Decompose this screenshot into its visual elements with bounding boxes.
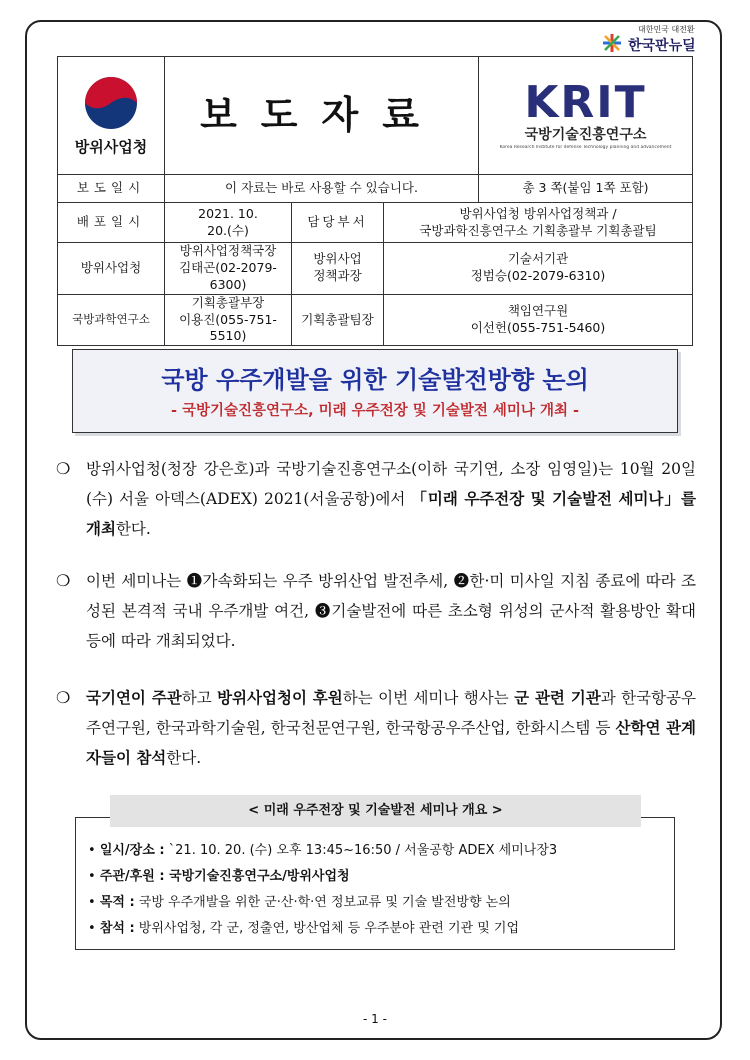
contact-3-title: 기획총괄부장 [191,294,265,310]
page-number: - 1 - [363,1012,387,1026]
krit-name: 국방기술진흥연구소 [524,127,647,144]
contact-2-role-line-2: 정책과장 [313,268,362,284]
summary-item-label: 일시/장소 : [99,843,165,858]
dapa-logo-cell [58,57,165,175]
org-add: 국방과학연구소 [58,294,165,346]
contact-2-role-line-1: 방위사업 [313,251,362,267]
summary-list [88,838,668,942]
press-header-table [57,56,693,346]
p3-text-d: 하는 이번 세미나 행사는 [342,689,515,707]
krit-logo-mark: KRIT [524,77,647,129]
summary-item: • 일시/장소 : `21. 10. 20. (수) 오후 13:45~16:50 / 서울공항 ADEX 세미나장3 [88,843,558,858]
p1-text-a: 방위사업청(청장 강은호)과 국방기술진흥연구소(이하 국기연, 소장 임영일)는 10월 20일(수) 서울 아덱스(ADEX) 2021(서울공항)에서 [86,460,696,508]
headline-title: 국방 우주개발을 위한 기술발전방향 논의 [161,366,589,394]
p3-text-c: 방위사업청이 후원 [217,689,343,707]
bullet-icon: ❍ [56,571,71,590]
summary-item-label: 목적 : [99,895,135,910]
paragraph-1-body [86,454,696,544]
summary-item: • 참석 : 방위사업청, 각 군, 정출연, 방산업체 등 우주분야 관련 기관 및 기업 [88,921,520,936]
contact-4 [384,294,693,346]
dept-line-2: 국방과학진흥연구소 기획총괄부 기획총괄팀 [419,222,657,238]
new-deal-name: 한국판뉴딜 [628,38,696,54]
contact-3 [165,294,292,346]
headline-subtitle: - 국방기술진흥연구소, 미래 우주전장 및 기술발전 세미나 개최 - [170,403,580,419]
contact-1-name: 김태곤(02-2079-6300) [179,259,277,292]
p3-text-a: 국기연이 주관 [86,689,182,707]
summary-item-value: 방위사업청, 각 군, 정출연, 방산업체 등 우주분야 관련 기관 및 기업 [134,921,520,936]
contact-4-role: 기획총괄팀장 [292,294,384,346]
contact-3-name: 이용진(055-751-5510) [179,311,277,344]
report-date-label: 보도일시 [58,175,165,203]
new-deal-tagline: 대한민국 대전환 [638,25,695,34]
korean-new-deal-logo [600,26,720,54]
contact-2 [384,243,693,295]
contact-2-role [292,243,384,295]
dept-label: 담당부서 [292,203,384,243]
bullet-icon: ❍ [56,688,71,707]
paragraph-2-body: 이번 세미나는 ❶가속화되는 우주 방위산업 발전추세, ❷한·미 미사일 지침 종료에 따라 조성된 본격적 국내 우주개발 여건, ❸기술발전에 따른 초소형 위성의 군사적 활용방안 확대 등에 따라 개최되었다. [86,572,696,650]
paragraph-1 [56,454,696,546]
dist-date-line-1: 2021. 10. [198,205,258,221]
org-dapa: 방위사업청 [58,243,165,295]
p3-text-h: 한다. [166,749,202,767]
dist-date-line-2: 20.(수) [207,222,249,238]
headline-box [72,349,678,433]
summary-item-value: `21. 10. 20. (수) 오후 13:45~16:50 / 서울공항 ADEX 세미나장3 [164,843,558,858]
dapa-emblem-icon [81,73,141,133]
dist-date-value [165,203,292,243]
summary-item: • 목적 : 국방 우주개발을 위한 군·산·학·연 정보교류 및 기술 발전방향 논의 [88,895,511,910]
summary-item: • 주관/후원 : 국방기술진흥연구소/방위사업청 [88,869,350,884]
dapa-logo-text: 방위사업청 [74,138,148,157]
contact-1-title: 방위사업정책국장 [179,243,277,258]
bullet-icon: ❍ [56,459,71,478]
krit-logo-cell [479,57,693,175]
p3-text-f: 과 한국항공우주연구원, 한국과학기술원, 한국천문연구원, 한국항공우주산업, 한화시스템 등 [86,689,696,737]
contact-2-title: 기술서기관 [507,251,569,267]
dist-date-label: 배포일시 [58,203,165,243]
dept-line-1: 방위사업청 방위사업정책과 / [459,205,617,221]
contact-4-title: 책임연구원 [507,303,569,319]
krit-subtitle: Korea Research Institute for defense Technology planning and advancement [499,144,672,150]
p1-text-b: 「미래 우주전장 및 기술발전 세미나」를 개최 [86,490,696,538]
contact-2-name: 정범승(02-2079-6310) [470,268,606,284]
press-release-title: 보도자료 [165,57,479,175]
paragraph-3 [56,683,696,775]
summary-item-value: 국방 우주개발을 위한 군·산·학·연 정보교류 및 기술 발전방향 논의 [134,895,511,910]
contact-4-name: 이선헌(055-751-5460) [470,319,606,335]
page-count: 총 3 쪽(붙임 1쪽 포함) [479,175,693,203]
dept-value [384,203,693,243]
new-deal-mark-icon [600,32,624,54]
summary-item-label: 참석 : [99,921,135,936]
paragraph-2 [56,566,696,658]
p3-text-e: 군 관련 기관 [514,689,601,707]
p3-text-g: 산학연 관계자들이 참석 [86,719,696,767]
p3-text-b: 하고 [181,689,218,707]
p1-text-c: 한다. [115,520,151,538]
summary-item-label: 주관/후원 : 국방기술진흥연구소/방위사업청 [99,869,350,884]
report-date-value: 이 자료는 바로 사용할 수 있습니다. [165,175,479,203]
paragraph-3-body [86,683,696,773]
contact-1 [165,243,292,295]
summary-title: < 미래 우주전장 및 기술발전 세미나 개요 > [110,795,641,827]
